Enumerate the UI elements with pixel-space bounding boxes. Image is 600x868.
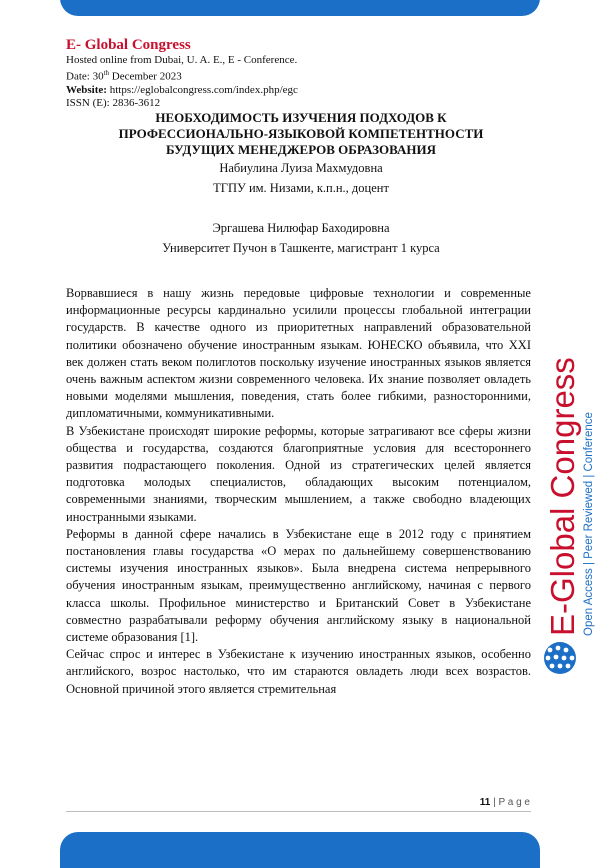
journal-brand: E- Global Congress — [66, 37, 191, 53]
author1-affiliation: ТГПУ им. Низами, к.п.н., доцент — [213, 181, 389, 195]
article-body — [66, 285, 531, 698]
paragraph: Ворвавшиеся в нашу жизнь передовые цифровые технологии и современные информационные ресурсы кардинально усилили процессы глобальной интеграции государств. В качестве одного из приоритетных направлений образовательной политики обозначено обучение иностранным языкам. ЮНЕСКО объявила, что XXI век должен стать веком полиглотов поскольку изучение иностранных языков является очень важным аспектом жизни современного человека. Их знание позволяет овладеть новыми моделями мышления, поведения, стать более гибкими, разносторонними, дипломатичными, коммуникативными. — [66, 286, 531, 421]
hosted-line: Hosted online from Dubai, U. A. E., E - Conference. — [66, 54, 298, 66]
article-title: НЕОБХОДИМОСТЬ ИЗУЧЕНИЯ ПОДХОДОВ К ПРОФЕССИОНАЛЬНО-ЯЗЫКОВОЙ КОМПЕТЕНТНОСТИ БУДУЩИХ МЕНЕДЖЕРОВ ОБРАЗОВАНИЯ — [118, 110, 484, 157]
top-decorative-band — [60, 0, 540, 16]
author1-name: Набиулина Луиза Махмудовна — [219, 161, 383, 175]
paragraph: В Узбекистане происходят широкие реформы, которые затрагивают все сферы жизни общества и государства, создаются благоприятные условия для всестороннего развития подрастающего поколения. Одной из стратегических целей является подготовка молодых специалистов, обладающих высоким потенциалом, современными знаниями, творческим мышлением, а также свободно владеющих иностранными языками. — [66, 423, 531, 524]
journal-header — [66, 36, 486, 110]
date-line: Date: 30th December 2023 — [66, 69, 182, 83]
side-logo — [538, 250, 596, 710]
logo-brand-text: E-Global Congress — [544, 357, 581, 636]
website-link[interactable]: https://eglobalcongress.com/index.php/egc — [106, 83, 298, 96]
author2-name: Эргашева Нилюфар Баходировна — [212, 221, 390, 235]
bottom-decorative-band — [60, 832, 540, 868]
globe-icon — [544, 642, 576, 674]
website-line: Website: https://eglobalcongress.com/index.php/egc — [66, 83, 298, 96]
footer-divider — [66, 811, 531, 812]
paragraph: Реформы в данной сфере начались в Узбекистане еще в 2012 году с принятием постановления главы государства «О мерах по дальнейшему совершенствованию системы изучения иностранных языков». Была внедрена система непрерывного обучения иностранным языкам, преимущественно английскому, начиная с первого класса школы. Профильное министерство и Британский Совет в Узбекистане совместно разрабатывали реформу обучения английскому языку в национальной системе образования [1]. — [66, 526, 531, 645]
issn-line: ISSN (E): 2836-3612 — [66, 96, 161, 109]
paragraph: Сейчас спрос и интерес в Узбекистане к изучению иностранных языков, особенно английского, возрос настолько, что им стараются овладеть люди всех возрастов. Основной причиной этого является стремительная — [66, 647, 531, 696]
logo-tagline: Open Access | Peer Reviewed | Conference — [583, 412, 595, 636]
page-number: 11 | P a g e — [479, 797, 530, 808]
author2-affiliation: Университет Пучон в Ташкенте, магистрант 1 курса — [162, 241, 440, 255]
